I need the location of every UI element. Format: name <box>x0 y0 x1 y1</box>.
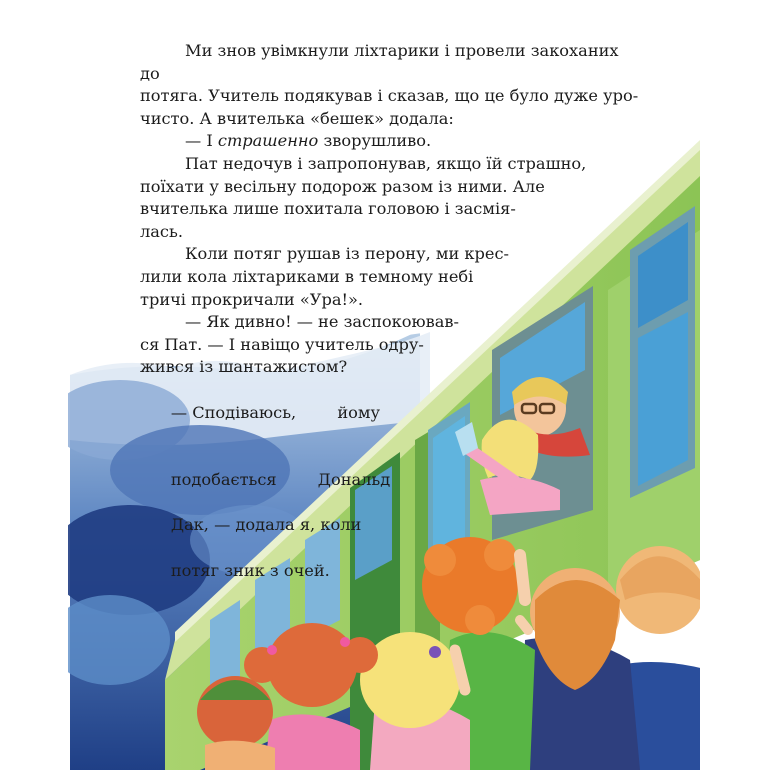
text-line: потяг зник з очей. <box>170 560 330 580</box>
text-line: ся Пат. — І навіщо учитель одру- <box>140 334 424 354</box>
paragraph-4-cont <box>140 266 640 311</box>
paragraph-5 <box>140 311 640 334</box>
text-line: — Сподіваюсь, йому <box>170 402 380 422</box>
text-line: подобається Дональд <box>170 470 391 490</box>
text-line: Коли потяг рушав із перону, ми крес- <box>185 244 510 264</box>
text-line: Ми знов увімкнули ліхтарики і провели закоханих до <box>140 41 619 83</box>
paragraph-3-cont <box>140 176 640 244</box>
text-line: вчителька лише похитала головою і засмія- <box>140 199 516 219</box>
paragraph-1 <box>140 40 640 85</box>
text-line: поїхати у весільну подорож разом із ними. Але <box>140 176 545 196</box>
paragraph-3 <box>140 153 640 176</box>
paragraph-1-cont <box>140 85 640 130</box>
emphasis-word: страшенно <box>217 131 319 151</box>
text-line: жився із шантажистом? <box>140 357 348 377</box>
text-line: лась. <box>140 221 183 241</box>
paragraph-2 <box>140 130 640 153</box>
text-fragment: зворушливо. <box>318 131 432 151</box>
child-green-hat <box>197 676 275 770</box>
text-line: — Як дивно! — не заспокоював- <box>185 312 459 332</box>
story-text <box>140 40 640 605</box>
text-fragment: — І <box>185 131 218 151</box>
paragraph-5-cont <box>140 334 640 379</box>
paragraph-4 <box>140 243 640 266</box>
text-line: чисто. А вчителька «бешек» додала: <box>140 108 454 128</box>
text-line: Пат недочув і запропонував, якщо їй страшно, <box>185 153 587 173</box>
text-line: Дак, — додала я, коли <box>170 515 362 535</box>
text-line: тричі прокричали «Ура!». <box>140 289 364 309</box>
text-line: лили кола ліхтариками в темному небі <box>140 266 474 286</box>
text-line: потяга. Учитель подякував і сказав, що це було дуже уро- <box>140 86 639 106</box>
paragraph-6 <box>140 379 640 447</box>
paragraph-6-cont <box>140 447 640 605</box>
